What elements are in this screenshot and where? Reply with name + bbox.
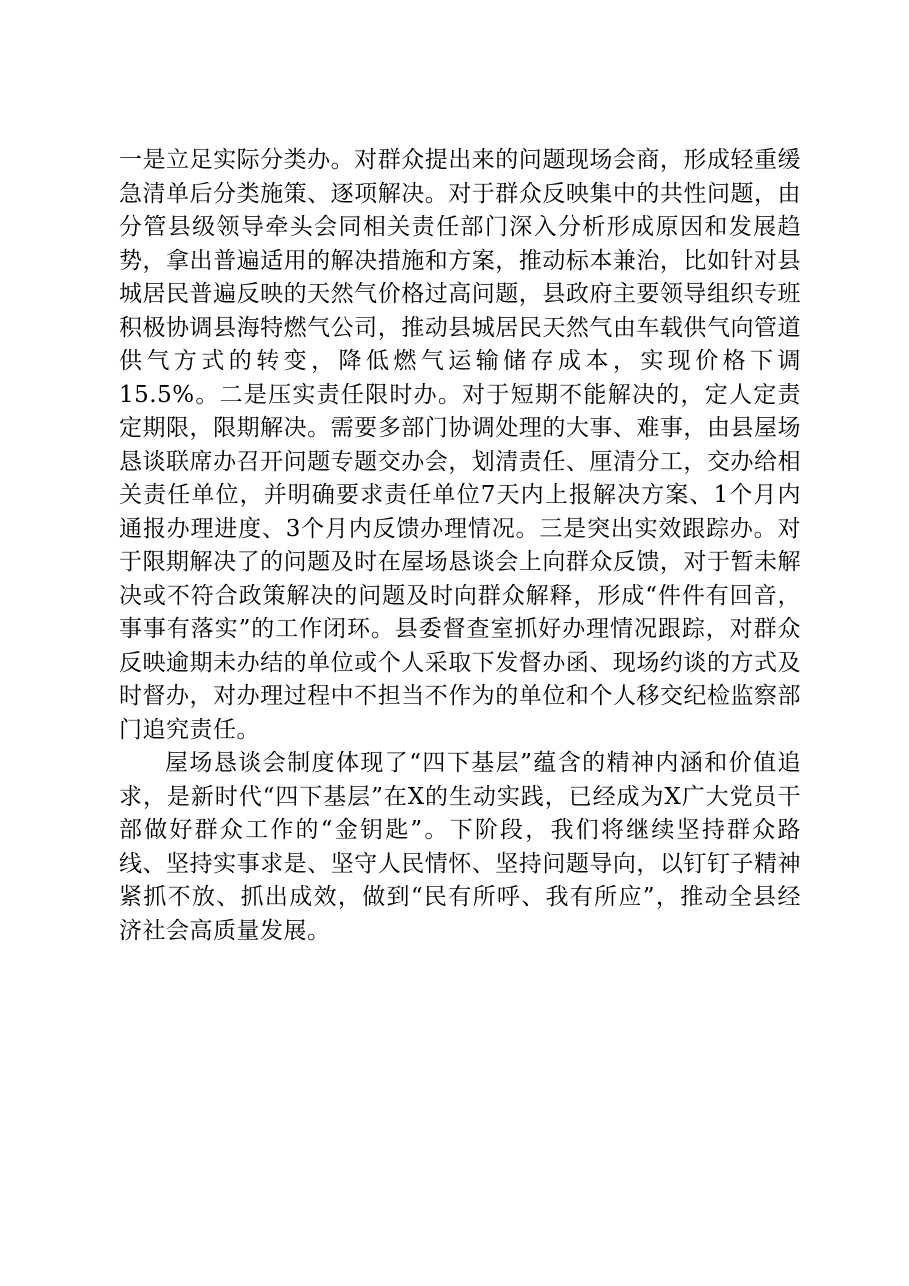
paragraph-conclusion: 屋场恳谈会制度体现了“四下基层”蕴含的精神内涵和价值追求，是新时代“四下基层”在X的生动实践，已经成为X广大党员干部做好群众工作的“金钥匙”。下阶段，我们将继续坚持群众路线、坚持实事求是、坚守人民情怀、坚持问题导向，以钉钉子精神紧抓不放、抓出成效，做到“民有所呼、我有所应”，推动全县经济社会高质量发展。: [119, 750, 801, 944]
paragraph-work-methods: 一是立足实际分类办。对群众提出来的问题现场会商，形成轻重缓急清单后分类施策、逐项解决。对于群众反映集中的共性问题，由分管县级领导牵头会同相关责任部门深入分析形成原因和发展趋势，拿出普遍适用的解决措施和方案，推动标本兼治，比如针对县城居民普遍反映的天然气价格过高问题，县政府主要领导组织专班积极协调县海特燃气公司，推动县城居民天然气由车载供气向管道供气方式的转变，降低燃气运输储存成本，实现价格下调15.5%。二是压实责任限时办。对于短期不能解决的，定人定责定期限，限期解决。需要多部门协调处理的大事、难事，由县屋场恳谈联席办召开问题专题交办会，划清责任、厘清分工，交办给相关责任单位，并明确要求责任单位7天内上报解决方案、1个月内通报办理进度、3个月内反馈办理情况。三是突出实效跟踪办。对于限期解决了的问题及时在屋场恳谈会上向群众反馈，对于暂未解决或不符合政策解决的问题及时向群众解释，形成“件件有回音，事事有落实”的工作闭环。县委督查室抓好办理情况跟踪，对群众反映逾期未办结的单位或个人采取下发督办函、现场约谈的方式及时督办，对办理过程中不担当不作为的单位和个人移交纪检监察部门追究责任。: [119, 147, 801, 743]
document-body: [119, 144, 801, 948]
